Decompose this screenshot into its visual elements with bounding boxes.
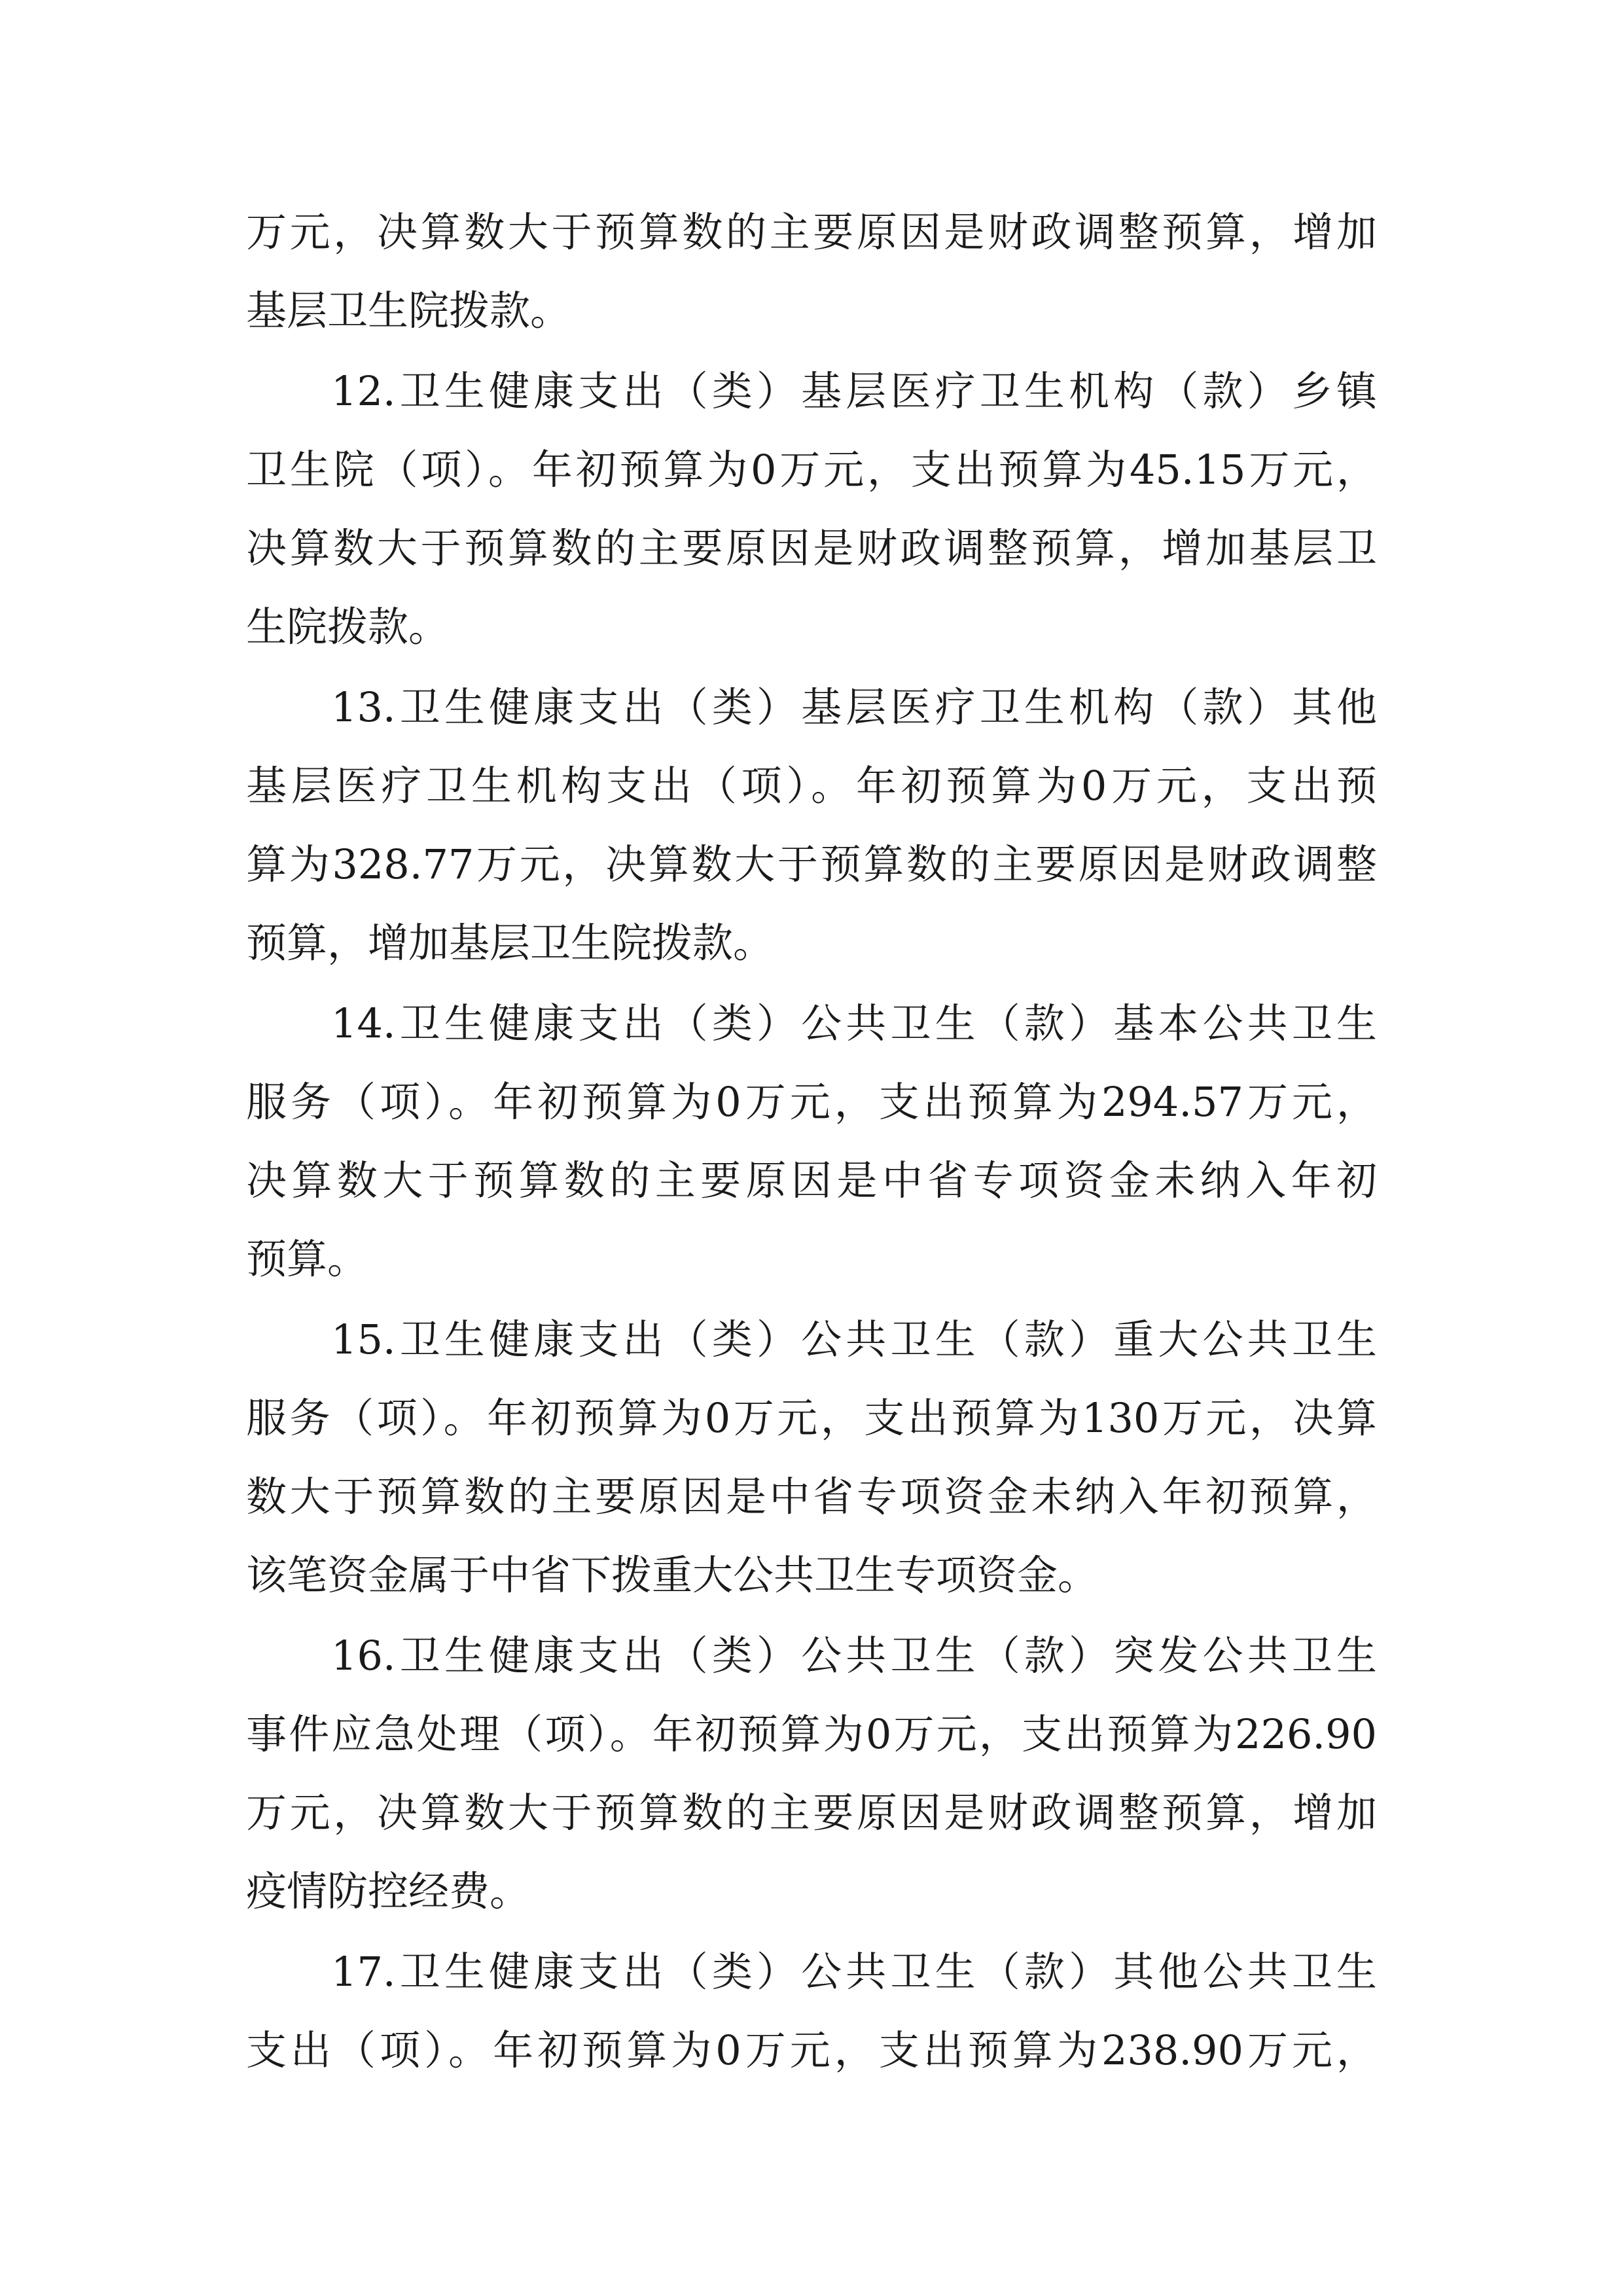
item-16-heading: 16.卫生健康支出（类）公共卫生（款）突发公共卫生 (331, 1632, 1377, 1679)
text-line: 预算，增加基层卫生院拨款。 (246, 919, 774, 967)
text-line: 服务（项）。年初预算为0万元，支出预算为294.57万元， (246, 1078, 1377, 1126)
text-line: 生院拨款。 (246, 603, 450, 651)
text-line: 决算数大于预算数的主要原因是中省专项资金未纳入年初 (246, 1157, 1377, 1204)
item-15-heading: 15.卫生健康支出（类）公共卫生（款）重大公共卫生 (331, 1316, 1377, 1363)
item-17-heading: 17.卫生健康支出（类）公共卫生（款）其他公共卫生 (331, 1948, 1377, 1996)
text-line: 基层医疗卫生机构支出（项）。年初预算为0万元，支出预 (246, 762, 1377, 810)
text-line: 事件应急处理（项）。年初预算为0万元，支出预算为226.90 (246, 1710, 1377, 1758)
text-line: 万元，决算数大于预算数的主要原因是财政调整预算，增加 (246, 208, 1377, 256)
text-line: 服务（项）。年初预算为0万元，支出预算为130万元，决算 (246, 1394, 1377, 1442)
text-line: 该笔资金属于中省下拨重大公共卫生专项资金。 (246, 1551, 1099, 1599)
text-line: 卫生院（项）。年初预算为0万元，支出预算为45.15万元， (246, 446, 1377, 493)
text-line: 基层卫生院拨款。 (246, 287, 571, 334)
item-14-heading: 14.卫生健康支出（类）公共卫生（款）基本公共卫生 (331, 999, 1377, 1047)
item-12-heading: 12.卫生健康支出（类）基层医疗卫生机构（款）乡镇 (331, 367, 1377, 415)
text-line: 疫情防控经费。 (246, 1867, 531, 1915)
item-13-heading: 13.卫生健康支出（类）基层医疗卫生机构（款）其他 (331, 683, 1377, 731)
text-line: 决算数大于预算数的主要原因是财政调整预算，增加基层卫 (246, 524, 1377, 572)
text-line: 支出（项）。年初预算为0万元，支出预算为238.90万元， (246, 2026, 1377, 2074)
text-line: 预算。 (246, 1235, 368, 1283)
text-line: 万元，决算数大于预算数的主要原因是财政调整预算，增加 (246, 1789, 1377, 1837)
text-line: 数大于预算数的主要原因是中省专项资金未纳入年初预算， (246, 1473, 1377, 1520)
text-line: 算为328.77万元，决算数大于预算数的主要原因是财政调整 (246, 840, 1377, 888)
